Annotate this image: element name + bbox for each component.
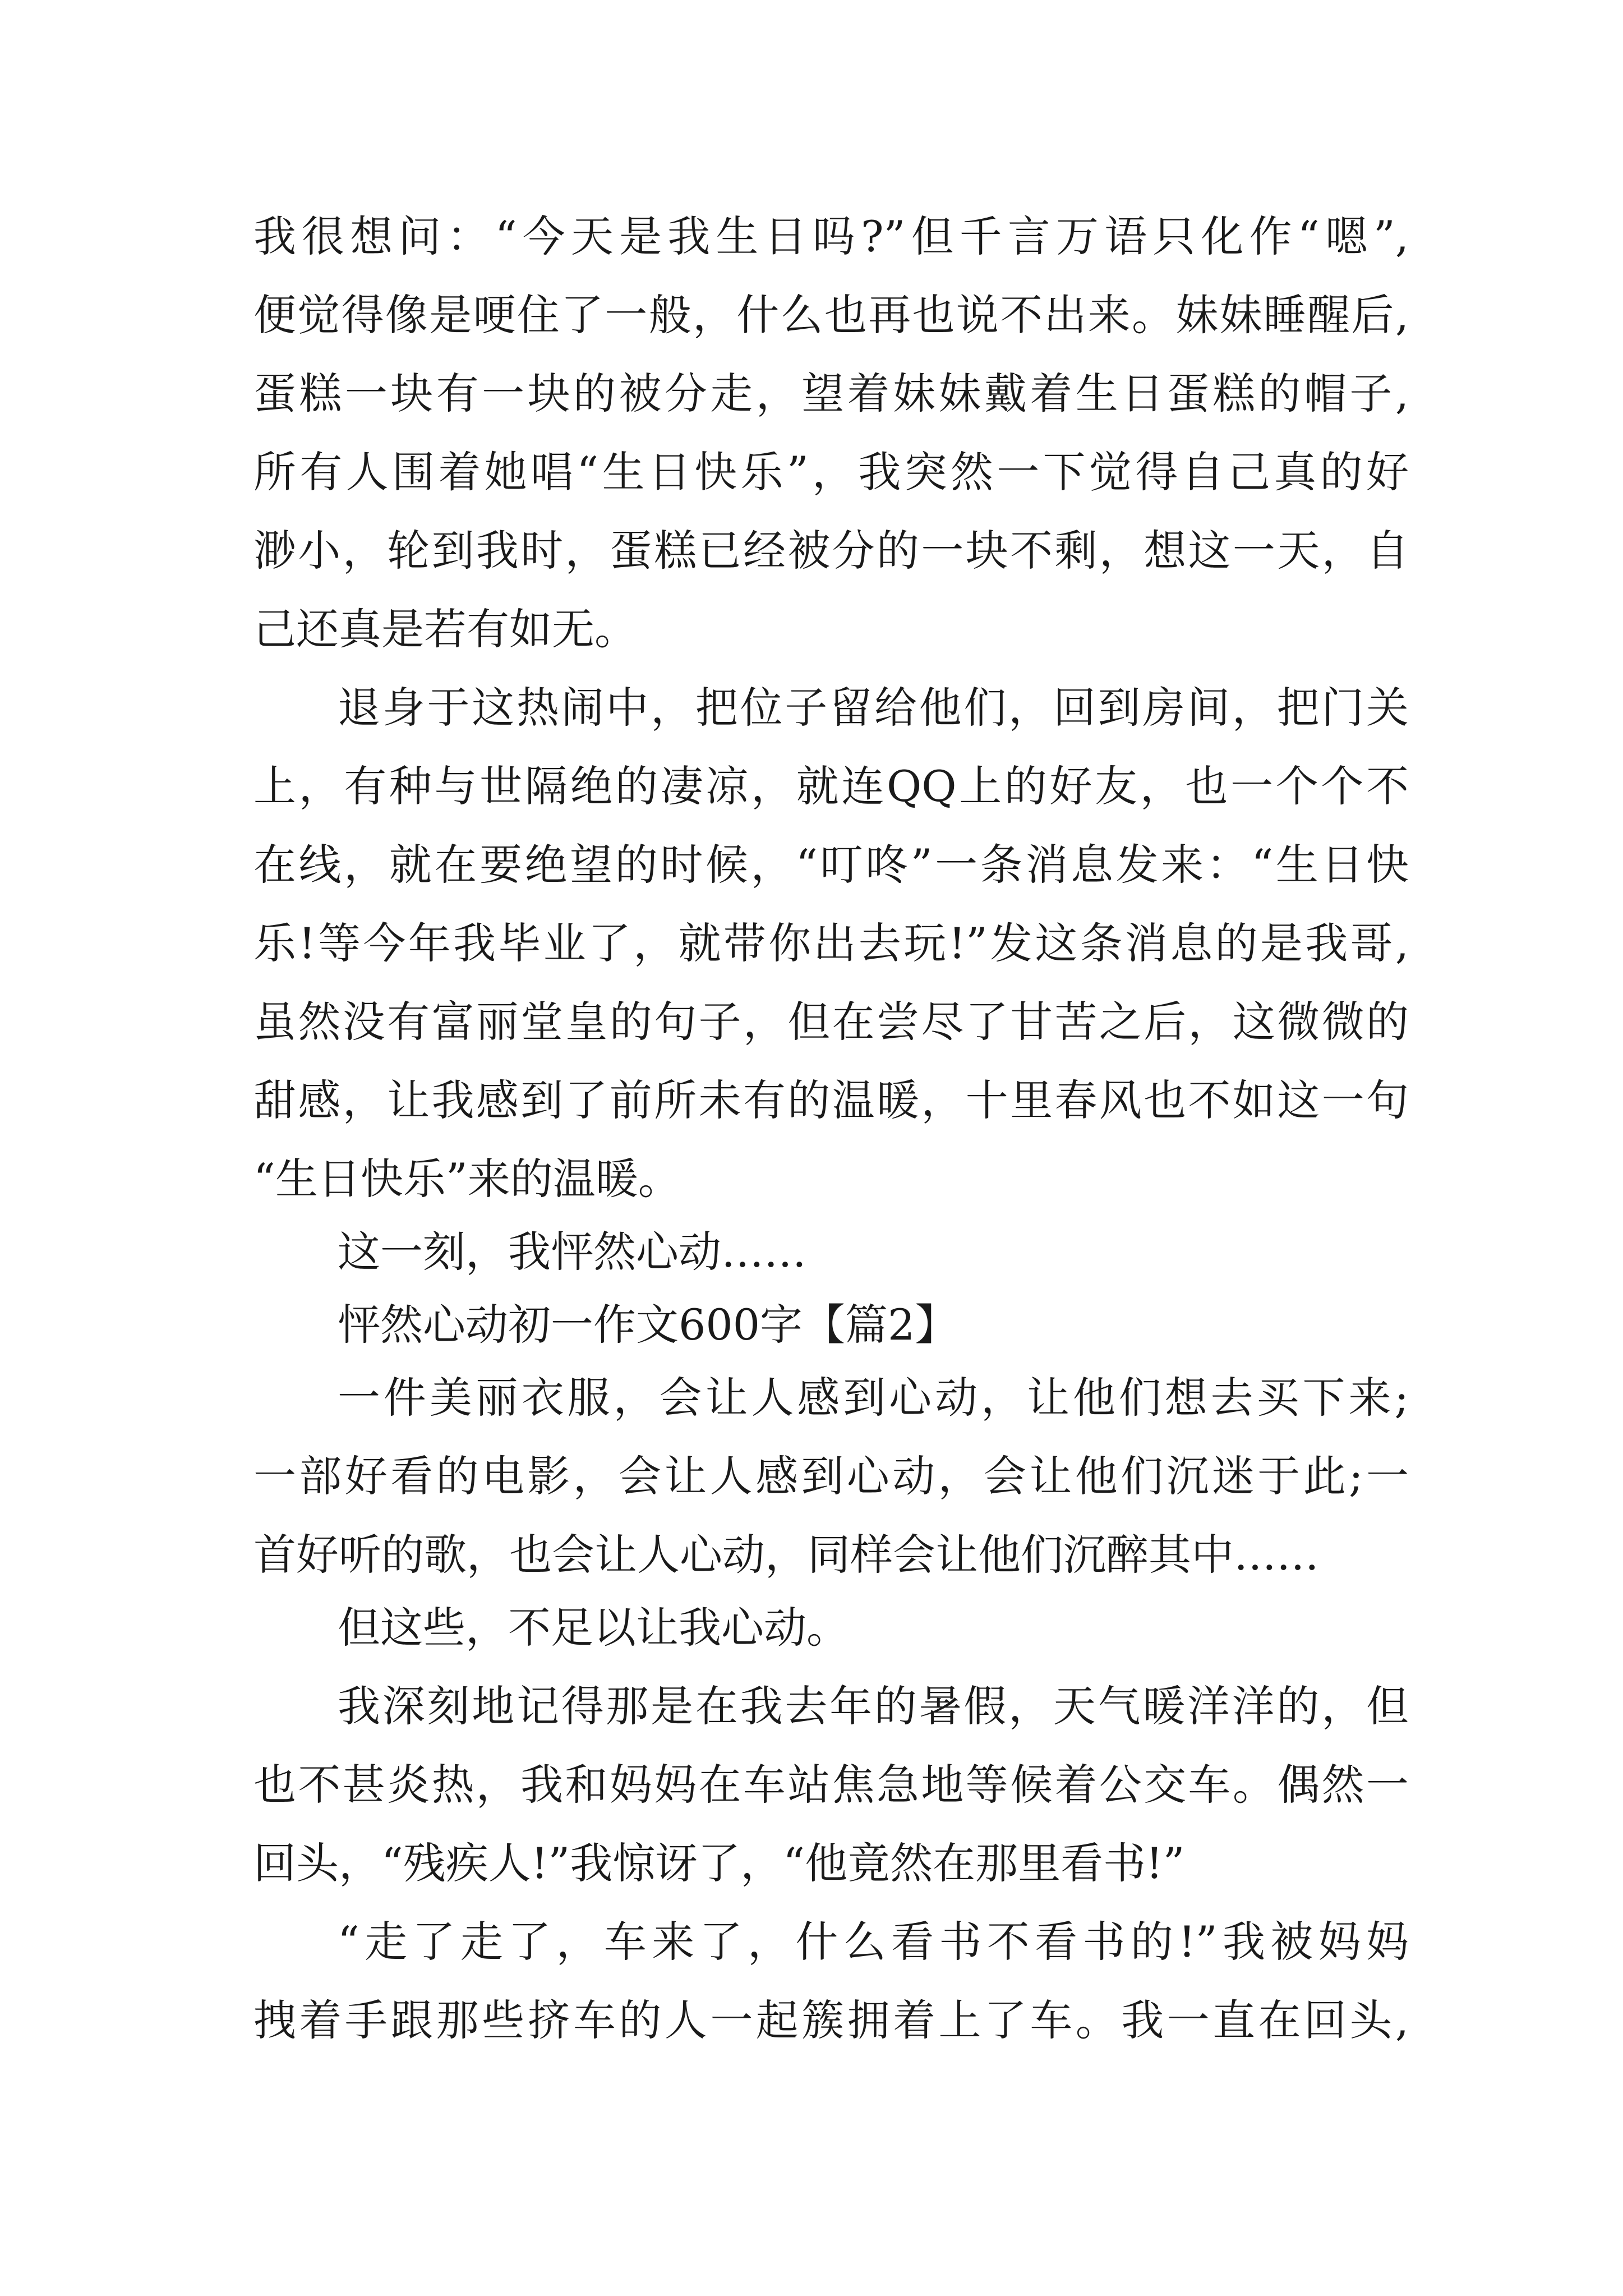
text-line: “走了走了，车来了，什么看书不看书的!”我被妈妈 (338, 1917, 1409, 1967)
text-line: 渺小，轮到我时，蛋糕已经被分的一块不剩，想这一天，自 (253, 526, 1409, 576)
text-line: 上，有种与世隔绝的凄凉，就连QQ上的好友，也一个个不 (253, 761, 1409, 811)
text-line: 便觉得像是哽住了一般，什么也再也说不出来。妹妹睡醒后, (253, 290, 1409, 340)
text-line: 我深刻地记得那是在我去年的暑假，天气暖洋洋的，但 (338, 1681, 1409, 1731)
text-line: 一部好看的电影，会让人感到心动，会让他们沉迷于此;一 (253, 1451, 1409, 1501)
text-line: 蛋糕一块有一块的被分走，望着妹妹戴着生日蛋糕的帽子, (253, 369, 1409, 418)
text-line: 回头，“残疾人!”我惊讶了，“他竟然在那里看书!” (253, 1838, 1185, 1888)
text-line: 一件美丽衣服，会让人感到心动，让他们想去买下来; (338, 1373, 1409, 1423)
text-line: 拽着手跟那些挤车的人一起簇拥着上了车。我一直在回头, (253, 1995, 1409, 2045)
text-line: 在线，就在要绝望的时候，“叮咚”一条消息发来：“生日快 (253, 840, 1409, 890)
text-line: 首好听的歌，也会让人心动，同样会让他们沉醉其中…… (253, 1530, 1319, 1580)
text-line: 所有人围着她唱“生日快乐”，我突然一下觉得自己真的好 (253, 447, 1409, 497)
text-line: 乐!等今年我毕业了，就带你出去玩!”发这条消息的是我哥, (253, 918, 1409, 968)
text-line: “生日快乐”来的温暖。 (253, 1154, 681, 1204)
text-line: 我很想问：“今天是我生日吗?”但千言万语只化作“嗯”, (253, 211, 1409, 261)
text-line: 退身于这热闹中，把位子留给他们，回到房间，把门关 (338, 683, 1409, 733)
text-line: 甜感，让我感到了前所未有的温暖，十里春风也不如这一句 (253, 1075, 1409, 1125)
section-heading: 怦然心动初一作文600字【篇2】 (338, 1300, 958, 1350)
text-line: 也不甚炎热，我和妈妈在车站焦急地等候着公交车。偶然一 (253, 1760, 1409, 1810)
text-line: 虽然没有富丽堂皇的句子，但在尝尽了甘苦之后，这微微的 (253, 997, 1409, 1047)
text-line: 这一刻，我怦然心动…… (338, 1227, 806, 1277)
text-line: 己还真是若有如无。 (253, 604, 637, 654)
text-line: 但这些，不足以让我心动。 (338, 1603, 849, 1653)
